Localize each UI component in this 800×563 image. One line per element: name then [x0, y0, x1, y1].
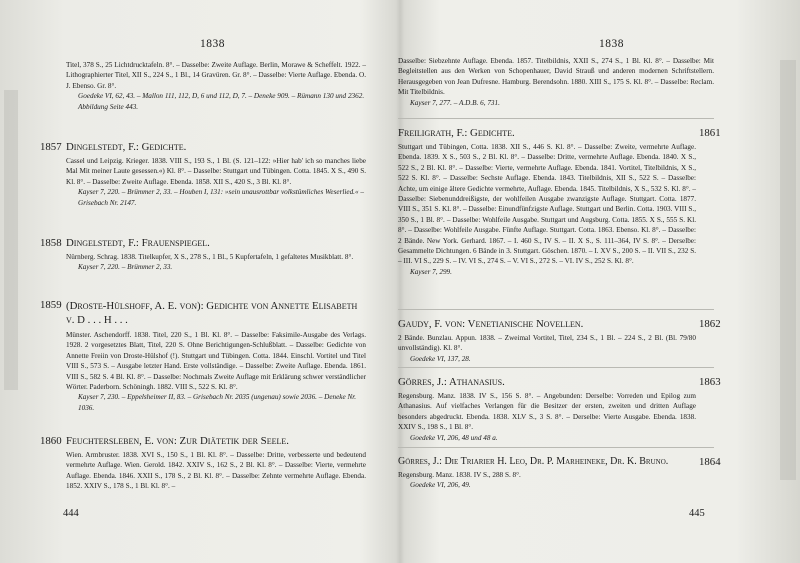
running-head: 1838: [200, 38, 225, 50]
entry-heading: (Droste-Hülshoff, A. E. von): Gedichte von Annette Elisabeth v. D . . . H . . .: [66, 300, 358, 326]
entry-number: 1861: [699, 127, 721, 139]
running-head: 1838: [599, 38, 624, 50]
entry-references: Goedeke VI, 206, 49.: [410, 481, 471, 490]
entry-body: Dasselbe: Siebzehnte Auflage. Ebenda. 1857. Titelbildnis, XXII S., 274 S., 1 Bl. Kl. 8°. – Dasselbe: Mit Begleitstellen aus den Werken von Schopenhauer, David Strauß und anderen modernen Schriftstellern. Herausgegeben von Jean Dufresne. Hamburg. Berendsohn. 1880. XIII S., 175 S. Kl. 8°. – Dasselbe: Reclam. Mit Titelbildnis.: [398, 57, 714, 97]
entry-number: 1859: [40, 299, 62, 311]
page-number: 445: [689, 508, 705, 519]
entry-number: 1864: [699, 456, 721, 468]
entry-references: Kayser 7, 277. – A.D.B. 6, 731.: [410, 98, 500, 107]
continuation-block: [398, 56, 714, 108]
entry-body: Münster. Aschendorff. 1838. Titel, 220 S., 1 Bl. Kl. 8°. – Dasselbe: Faksimile-Ausgabe des Verlags. 1928. 2 vorgesetztes Blatt, Titel, 220 S. Ohne Berichtigungen-Schlußblatt. – Dasselbe: Gedichte von Annette Freiin von Droste-Hülshof (!). Stuttgart und Tübingen. Cotta. 1844. Einschl. Vortitel und Titel VIII S., 573 S. – Ausgabe letzter Hand. Erste vollständige. – Dasselbe: Zweite Auflage. Ebenda. 1861. VIII S., 582 S. 4 Bl. Kl. 8°. – Dasselbe: Nochmals Zweite Auflage mit Erklärung schwer verständlicher Wörter. Paderborn. Schöningh. 1882. VIII S., 522 S. Kl. 8°.: [66, 331, 366, 392]
entry-body: Regensburg. Manz. 1838. IV S., 156 S. 8°. – Angebunden: Derselbe: Vorreden und Epilog zum Athanasius. Auf vielfaches Verlangen für die Besitzer der ersten, zweiten und dritten Auflage besonders abgedruckt. Ebenda. 1838. XLV S., 3 S. 8°. – Derselbe: Vierte Ausgabe. Ebenda. 1838. XXIV S., 198 S., 1 Bl. 8°.: [398, 392, 696, 432]
entry-heading: Görres, J.: Die Triarier H. Leo, Dr. P. Marheineke, Dr. K. Bruno.: [398, 456, 669, 467]
entry-body: Nürnberg. Schrag. 1838. Titelkupfer, X S., 278 S., 1 Bl., 5 Kupfertafeln, 1 gefaltetes Musikblatt. 8°.: [66, 253, 354, 261]
bibliography-entry: [66, 435, 366, 492]
entry-references: Kayser 7, 230. – Eppelsheimer II, 83. – Grisebach Nr. 2035 (ungenau) sowie 2036. – Deneke Nr. 1036.: [78, 393, 357, 412]
continuation-block: [66, 60, 366, 112]
entry-body: 2 Bände. Bunzlau. Appun. 1838. – Zweimal Vortitel, Titel, 234 S., 1 Bl. – 224 S., 2 Bl. (Bl. 79/80 unvollständig). Kl. 8°.: [398, 334, 696, 353]
entry-divider: [398, 367, 714, 368]
entry-heading: Feuchtersleben, E. von: Zur Diätetik der Seele.: [66, 435, 289, 447]
entry-body: Titel, 378 S., 25 Lichtdrucktafeln. 8°. – Dasselbe: Zweite Auflage. Berlin, Morawe & Scheffelt. 1922. – Lithographierter Titel, XII S., 224 S., 1 Bl., 14 Gravüren. Gr. 8°. – Dasselbe: Vierte Auflage. Ebenda. O. J. Ebenso. Gr. 8°.: [66, 61, 366, 90]
entry-number: 1858: [40, 237, 62, 249]
bibliography-entry: [66, 237, 366, 273]
entry-body: Cassel und Leipzig. Krieger. 1838. VIII S., 193 S., 1 Bl. (S. 121–122: »Hier hab' ich so manches liebe Mal Mit meiner Laute gesessen.«) Kl. 8°. – Dasselbe: Stuttgart und Tübingen. Cotta. 1845. X S., 490 S. Kl. 8°. – Dasselbe: Zweite Auflage. Ebenda. 1858. XII S., 420 S., 3 Bl. Kl. 8°.: [66, 157, 366, 186]
entry-heading: Gaudy, F. von: Venetianische Novellen.: [398, 318, 584, 330]
page-number: 444: [63, 508, 79, 519]
scan-shadow: [4, 90, 18, 390]
entry-references: Goedeke VI, 62, 43. – Mallon 111, 112, D, 6 und 112, D, 7. – Deneke 909. – Rümann 130 und 2362.: [78, 92, 365, 101]
entry-references: Abbildung Seite 443.: [78, 102, 139, 111]
entry-references: Kayser 7, 299.: [410, 267, 452, 276]
entry-divider: [398, 447, 714, 448]
entry-references: Goedeke VI, 206, 48 und 48 a.: [410, 433, 498, 442]
bibliography-entry: [398, 127, 696, 277]
entry-heading: Dingelstedt, F.: Gedichte.: [66, 141, 187, 153]
bibliography-entry: [398, 456, 696, 491]
entry-references: Kayser 7, 220. – Brümmer 2, 33.: [78, 263, 173, 272]
entry-heading: Dingelstedt, F.: Frauenspiegel.: [66, 237, 210, 249]
entry-divider: [398, 118, 714, 119]
bibliography-entry: [398, 318, 696, 364]
bibliography-entry: [66, 299, 366, 413]
entry-references: Kayser 7, 220. – Brümmer 2, 33. – Houben I, 131: »sein unausrottbar volkstümliches Weserlied.« – Grisebach Nr. 2147.: [78, 188, 364, 207]
entry-heading: Freiligrath, F.: Gedichte.: [398, 127, 515, 139]
bibliography-entry: [398, 376, 696, 443]
scan-shadow: [780, 60, 796, 480]
entry-body: Wien. Armbruster. 1838. XVI S., 150 S., 1 Bl. Kl. 8°. – Dasselbe: Dritte, verbesserte und bedeutend vermehrte Auflage. Wien. Gerold. 1842. XXIV S., 162 S., 2 Bl. Kl. 8°. – Dasselbe: Vierte, vermehrte Auflage. Ebenda. 1846. XXII S., 178 S., 2 Bl. Kl. 8°. – Dasselbe: Zehnte vermehrte Auflage. Ebenda. 1852. XXIV S., 178 S., 1 Bl. Kl. 8°. –: [66, 451, 366, 491]
entry-number: 1857: [40, 141, 62, 153]
entry-heading: Görres, J.: Athanasius.: [398, 376, 505, 388]
entry-number: 1863: [699, 376, 721, 388]
right-page: [398, 0, 800, 563]
bibliography-entry: [66, 141, 366, 208]
entry-body: Regensburg. Manz. 1838. IV S., 288 S. 8°.: [398, 471, 521, 479]
entry-number: 1860: [40, 435, 62, 447]
entry-divider: [398, 309, 714, 310]
entry-references: Goedeke VI, 137, 28.: [410, 354, 471, 363]
entry-number: 1862: [699, 318, 721, 330]
entry-body: Stuttgart und Tübingen, Cotta. 1838. XII S., 446 S. Kl. 8°. – Dasselbe: Zweite, vermehrte Auflage. Ebenda. 1839. X S., 503 S., 2 Bl. Kl. 8°. – Dasselbe: Dritte, vermehrte Auflage. Ebenda. 1840. X S., 522 S., 2 Bl. Kl. 8°. – Dasselbe: Vierte, vermehrte Auflage. Ebenda. 1841. Vortitel, Titelbildnis, X S., 522 S. Kl. 8°. – Dasselbe: Sechste Auflage. Ebenda. 1843. Titelbildnis, XII S., 522 S. – Dasselbe: Achte, um einige ältere Gedichte vermehrte, Auflage. Ebenda. 1845. Titelbildnis, X S., 532 S. Kl. 8°. – Dasselbe: Siebenunddreißigste, der wohlfeilen Ausgabe zwanzigste Auflage. Stuttgart. Cotta. 1877. VIII S., 351 S. Kl. 8°. – Dasselbe: Einundfünfzigste Auflage. Stuttgart und Berlin. Cotta. 1903. VIII S., 350 S., 1 Bl. 8°. – Dasselbe: Wohlfeile Ausgabe. Stuttgart und Augsburg. Cotta. 1855. X S., 555 S. Kl. 8°. – Dasselbe: Wohlfeile Ausgabe. Fünfte Auflage. Stuttgart. Cotta. 1863. Ebenso. Kl. 8°. – Dasselbe: 2 Bände. New York. Gerhard. 1867. – I. 460 S., IV S. – II. X S., S. 111–364, IV S. 8°. – Derselbe: Gesammelte Dichtungen. 6 Bände in 3. Stuttgart. Göschen. 1870. – I. XV S., 200 S. – II. VII S., 232 S. – III. VI S., 229 S. – IV. VI S., 274 S. – V. VI S., 272 S. – VI. IV S., 252 S. Kl. 8°.: [398, 143, 696, 266]
